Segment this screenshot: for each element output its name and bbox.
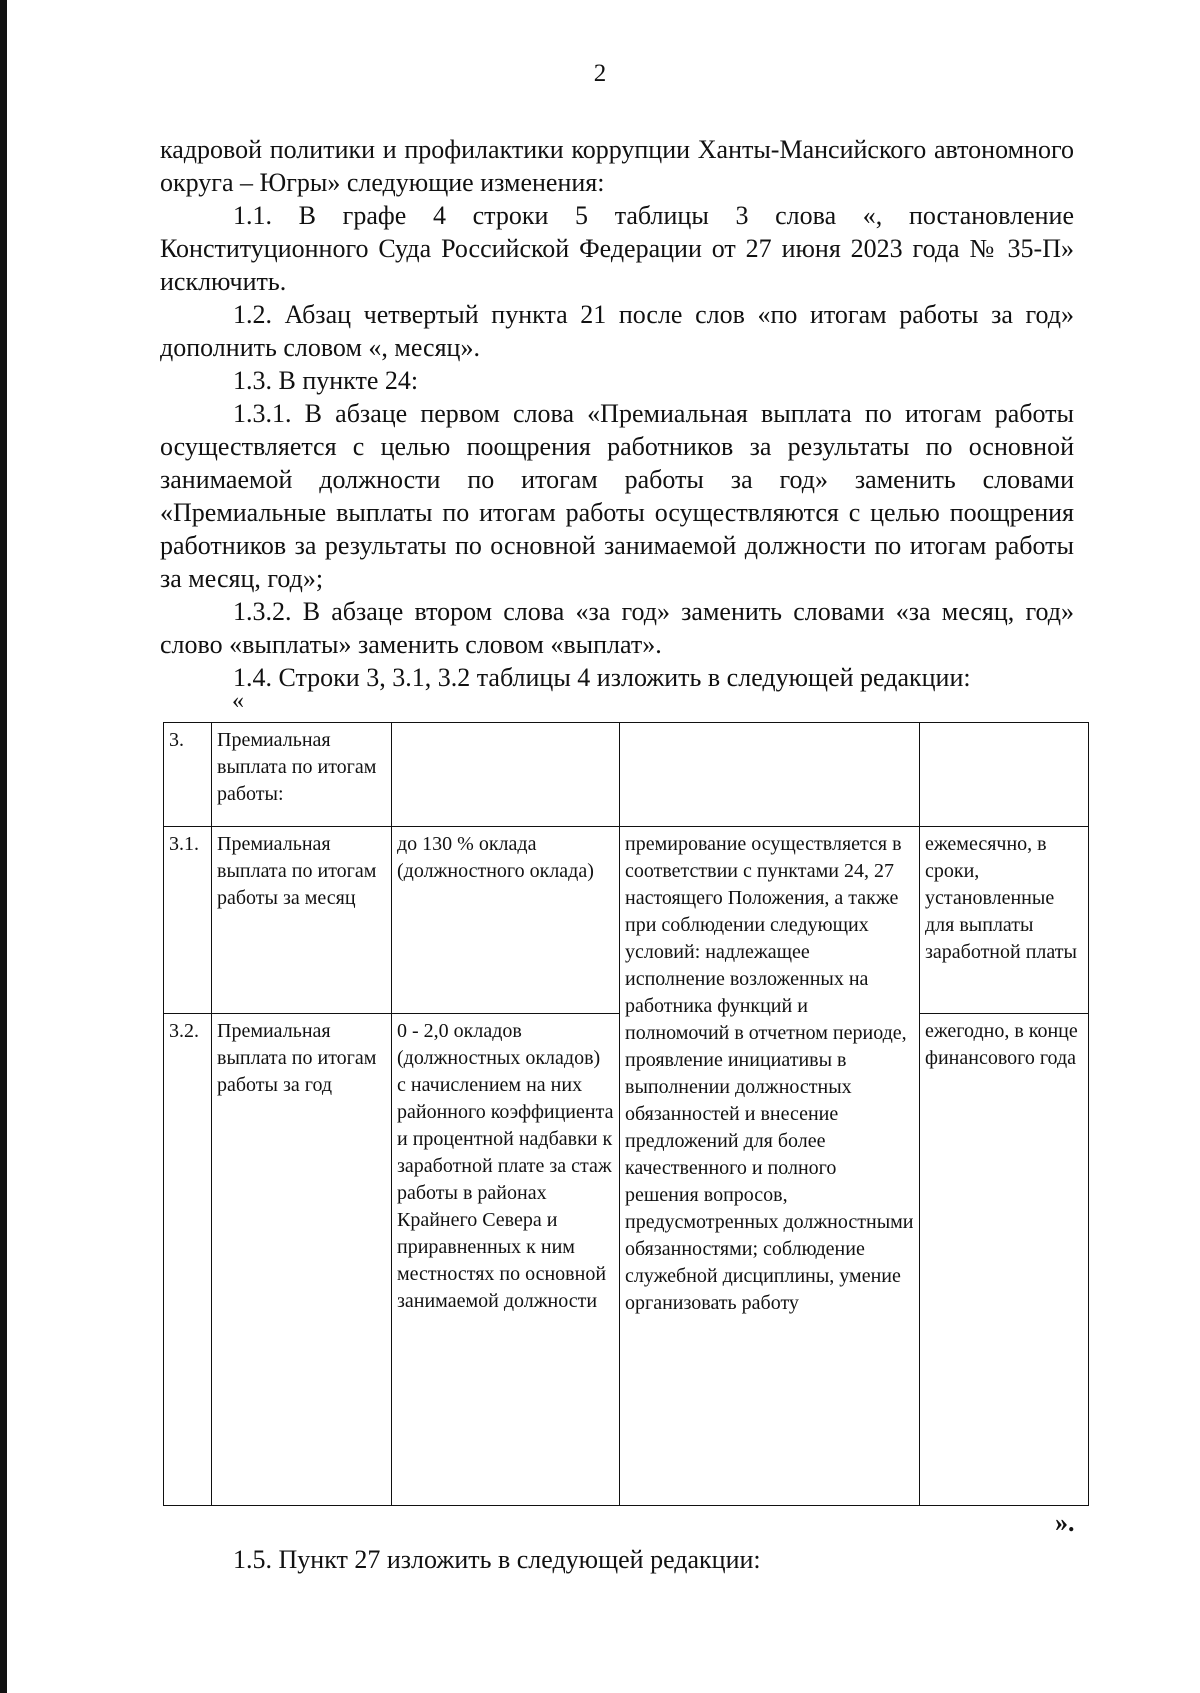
paragraph-1-2: 1.2. Абзац четвертый пункта 21 после слов «по итогам работы за год» дополнить словом «, месяц». xyxy=(160,300,1074,362)
page-number: 2 xyxy=(593,60,607,87)
table-row-3-1 xyxy=(164,827,1089,1014)
scan-edge xyxy=(0,0,7,1693)
paragraph-1-3-1: 1.3.1. В абзаце первом слова «Премиальная выплата по итогам работы осуществляется с целью поощрения работников за результаты по основной занимаемой должности по итогам работы за год» заменить словами «Премиальные выплаты по итогам работы осуществляются с целью поощрения работников за результаты по основной занимаемой должности по итогам работы за месяц, год»; xyxy=(160,399,1074,593)
paragraph-1-3: 1.3. В пункте 24: xyxy=(233,366,419,395)
paragraph-1-5: 1.5. Пункт 27 изложить в следующей редакции: xyxy=(233,1545,761,1574)
payment-timing xyxy=(920,723,1089,827)
payment-name: Премиальная выплата по итогам работы за месяц xyxy=(212,827,392,1014)
row-number: 3.2. xyxy=(164,1014,212,1506)
payment-amount: до 130 % оклада (должностного оклада) xyxy=(392,827,620,1014)
quote-open: « xyxy=(232,688,244,714)
paragraph-intro: кадровой политики и профилактики коррупции Ханты-Мансийского автономного округа – Югры» следующие изменения: xyxy=(160,135,1074,197)
payment-timing: ежемесячно, в сроки, установленные для выплаты заработной платы xyxy=(920,827,1089,1014)
payment-conditions: премирование осуществляется в соответствии с пунктами 24, 27 настоящего Положения, а также при соблюдении следующих условий: надлежащее исполнение возложенных на работника функций и полномочий в отчетном периоде, проявление инициативы в выполнении должностных обязанностей и внесение предложений для более качественного и полного решения вопросов, предусмотренных должностными обязанностями; соблюдение служебной дисциплины, умение организовать работу xyxy=(620,827,920,1506)
row-number: 3. xyxy=(164,723,212,827)
document-body xyxy=(160,133,1074,694)
payment-name: Премиальная выплата по итогам работы за год xyxy=(212,1014,392,1506)
payment-name: Премиальная выплата по итогам работы: xyxy=(212,723,392,827)
paragraph-1-4: 1.4. Строки 3, 3.1, 3.2 таблицы 4 изложить в следующей редакции: xyxy=(233,663,971,692)
table-4 xyxy=(163,722,1089,1506)
payment-amount: 0 - 2,0 окладов (должностных окладов) с начислением на них районного коэффициента и процентной надбавки к заработной плате за стаж работы в районах Крайнего Севера и приравненных к ним местностях по основной занимаемой должности xyxy=(392,1014,620,1506)
paragraph-1-3-2: 1.3.2. В абзаце втором слова «за год» заменить словами «за месяц, год» слово «выплаты» заменить словом «выплат». xyxy=(160,597,1074,659)
payment-amount xyxy=(392,723,620,827)
payment-timing: ежегодно, в конце финансового года xyxy=(920,1014,1089,1506)
quote-close: ». xyxy=(1055,1508,1075,1537)
payment-conditions xyxy=(620,723,920,827)
paragraph-1-1: 1.1. В графе 4 строки 5 таблицы 3 слова «, постановление Конституционного Суда Российской Федерации от 27 июня 2023 года № 35-П» исключить. xyxy=(160,201,1074,296)
table-row-3 xyxy=(164,723,1089,827)
row-number: 3.1. xyxy=(164,827,212,1014)
